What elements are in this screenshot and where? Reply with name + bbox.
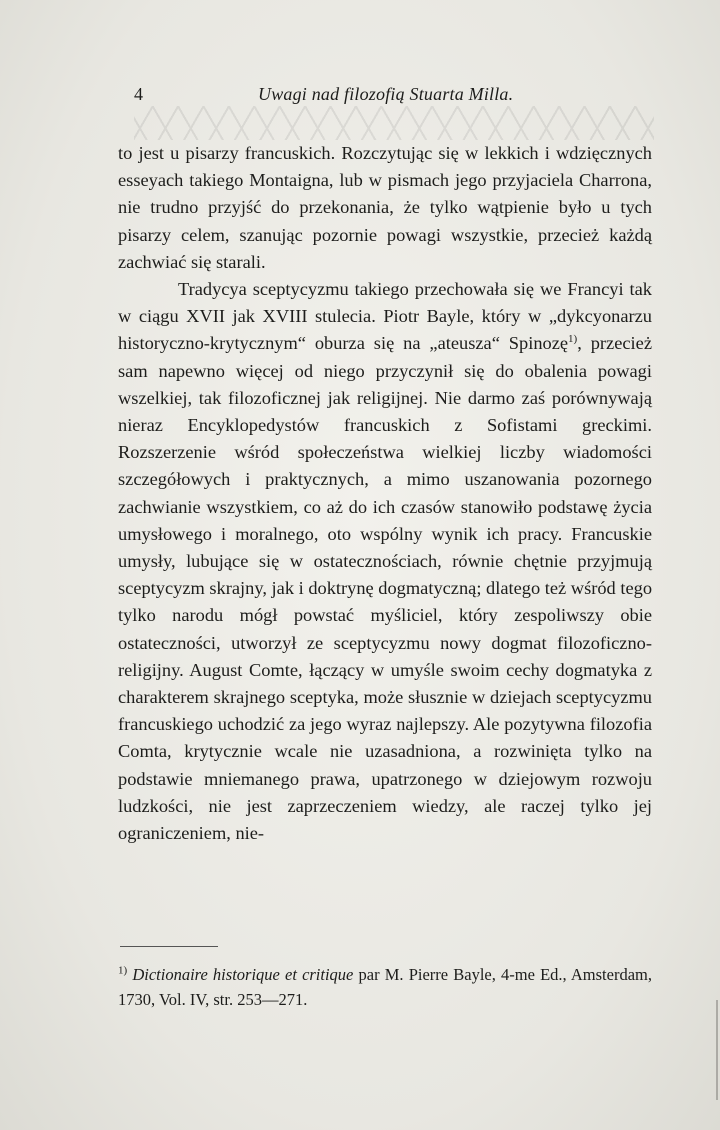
footnote-rest: par M. Pierre Bayle, 4-me Ed., Amsterdam, 1730, Vol. IV, str. 253—271. <box>118 965 652 1009</box>
paragraph-1: to jest u pisarzy francuskich. Rozczytując się w lekkich i wdzięcznych esseyach takiego Montaigna, lub w pismach jego przyjaciela Charrona, nie trudno przyjść do przekonania, że tylko wątpienie było u tych pisarzy celem, szanując pozornie powagi wszystkie, przecież każdą zachwiać się starali. <box>118 143 652 272</box>
page-edge-mark <box>716 1000 718 1100</box>
footnote <box>118 962 652 1012</box>
main-text <box>118 140 652 847</box>
paragraph-2-part-a: Tradycya sceptycyzmu takiego przechowała się we Francyi tak w ciągu XVII jak XVIII stulecia. Piotr Bayle, który w „dykcyonarzu historyczno-krytycznym“ oburza się na „ateusza“ Spinozę <box>118 279 652 354</box>
footnote-reference: 1) <box>568 333 578 346</box>
footnote-mark: 1) <box>118 964 128 977</box>
show-through-ornament <box>134 106 654 140</box>
running-title: Uwagi nad filozofią Stuarta Milla. <box>258 84 514 104</box>
paragraph-2-part-b: , przecież sam napewno więcej od niego przyczynił się do obalenia powagi wszelkiej, tak filozoficznej jak religijnej. Nie darmo zaś porównywają nieraz Encyklopedystów francuskich z Sofistami greckimi. Rozszerzenie wśród społeczeństwa wielkiej liczby wiadomości szczegółowych i praktycznych, a mimo uszanowania pozornego zachwianie wszystkiem, co aż do ich czasów stanowiło podstawę życia umysłowego i moralnego, oto wspólny wynik ich pracy. Francuskie umysły, lubujące się w ostatecznościach, równie chętnie przyjmują sceptycyzm skrajny, jak i doktrynę dogmatyczną; dlatego też wśród tego tylko narodu mógł powstać myśliciel, który zespoliwszy obie ostateczności, utworzył ze sceptycyzmu nowy dogmat filozoficzno-religijny. August Comte, łączący w umyśle swoim cechy dogmatyka z charakterem skrajnego sceptyka, może słusznie w dziejach sceptycyzmu francuskiego uchodzić za jego wyraz najlepszy. Ale pozytywna filozofia Comta, krytycznie wcale nie uzasadniona, a rozwinięta tylko na podstawie mniemanego prawa, upatrzonego w dziejowym rozwoju ludzkości, nie jest zaprzeczeniem wiedzy, ale raczej tylko jej ograniczeniem, nie- <box>118 333 653 844</box>
footnote-title: Dictionaire historique et critique <box>132 965 354 984</box>
page-number: 4 <box>134 84 143 104</box>
footnote-divider <box>120 946 218 947</box>
paragraph-2 <box>118 276 652 847</box>
